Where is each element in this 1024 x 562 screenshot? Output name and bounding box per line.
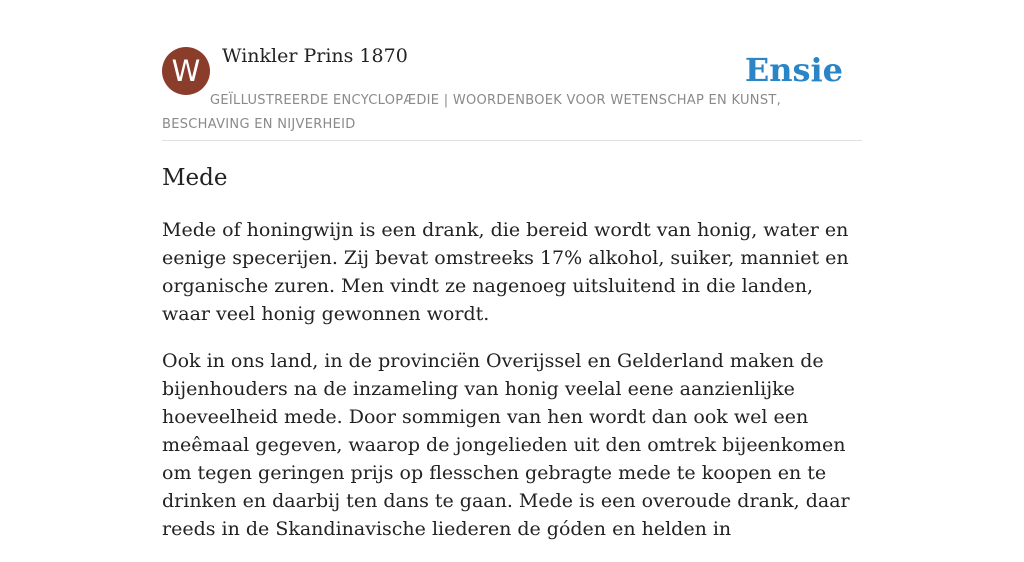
source-avatar[interactable]: W xyxy=(162,47,210,95)
entry-content xyxy=(162,216,862,562)
entry-paragraph: Mede of honingwijn is een drank, die bereid wordt van honig, water en eenige specerijen. Zij bevat omstreeks 17% alkohol, suiker, manniet en organische zuren. Men vindt ze nagenoeg uitsluitend in die landen, waar veel honig gewonnen wordt. xyxy=(162,219,849,325)
page xyxy=(162,0,862,540)
brand-logo[interactable]: Ensie xyxy=(744,51,843,89)
source-subtitle: GEÏLLUSTREERDE ENCYCLOPÆDIE | WOORDENBOEK VOOR WETENSCHAP EN KUNST, BESCHAVING EN NIJVERHEID xyxy=(162,93,782,132)
source-title[interactable]: Winkler Prins 1870 xyxy=(222,45,408,67)
entry-title: Mede xyxy=(162,165,228,191)
source-header xyxy=(162,0,862,141)
entry-paragraph: Ook in ons land, in de provinciën Overijssel en Gelderland maken de bijenhouders na de inzameling van honig veelal eene aanzienlijke hoeveelheid mede. Door sommigen van hen wordt dan ook wel een meêmaal gegeven, waarop de jongelieden uit den omtrek bijeenkomen om tegen geringen prijs op flesschen gebragte mede te koopen en te drinken en daarbij ten dans te gaan. Mede is een overoude drank, daar reeds in de Skandinavische liederen de góden en helden in xyxy=(162,350,850,540)
